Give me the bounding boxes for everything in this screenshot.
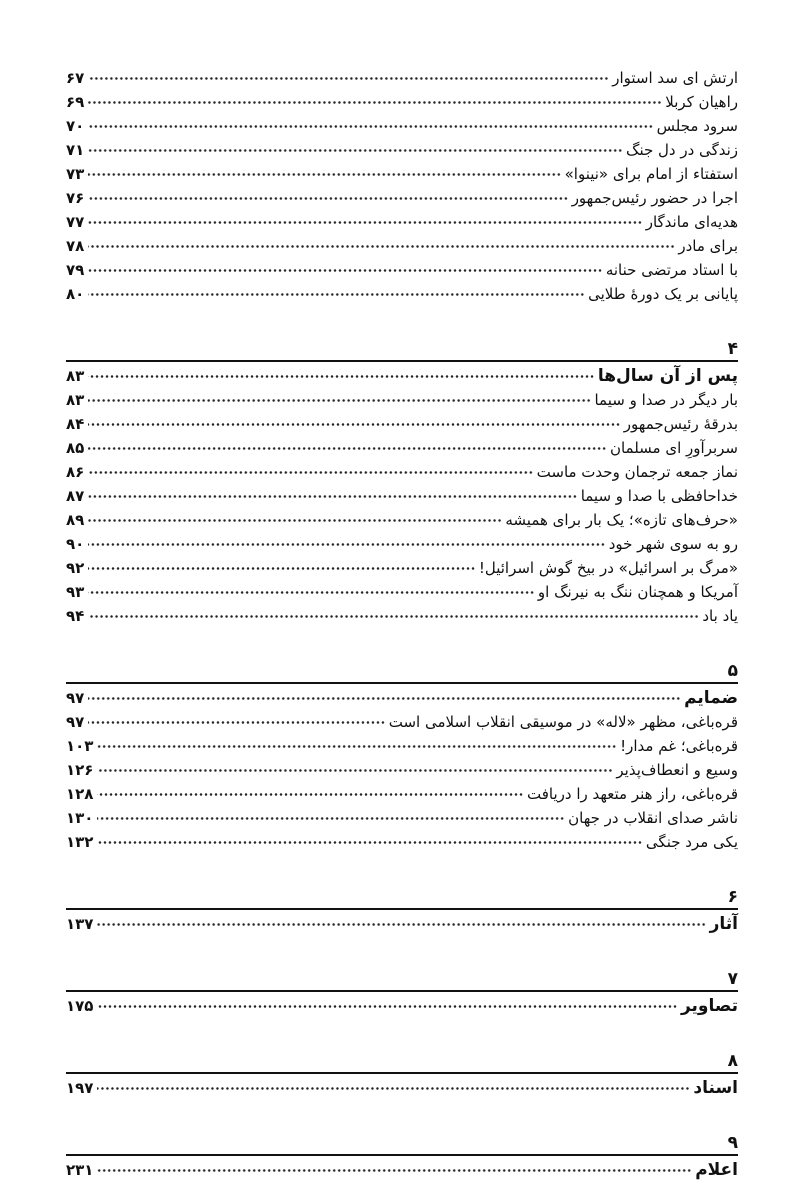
- toc-page-number: ۱۷۵: [66, 997, 94, 1015]
- dot-leader: [88, 215, 642, 229]
- toc-page-number: ۷۶: [66, 189, 85, 207]
- dot-leader: [88, 715, 385, 729]
- dot-leader: [97, 763, 613, 777]
- toc-page-number: ۱۲۶: [66, 761, 94, 779]
- toc-entry[interactable]: [66, 530, 738, 554]
- toc-chapter-title-row[interactable]: [66, 992, 738, 1016]
- dot-leader: [97, 739, 617, 753]
- dot-leader: [97, 1163, 692, 1177]
- chapter-number: ۷: [66, 968, 738, 992]
- toc-page-number: ۹۳: [66, 583, 85, 601]
- toc-page-number: ۸۷: [66, 487, 85, 505]
- toc-entry[interactable]: [66, 732, 738, 756]
- toc-entry[interactable]: [66, 136, 738, 160]
- dot-leader: [88, 239, 675, 253]
- section-spacer: [66, 626, 738, 660]
- toc-entry-title: نماز جمعه ترجمان وحدت ماست: [536, 463, 738, 481]
- dot-leader: [97, 999, 677, 1013]
- dot-leader: [88, 489, 577, 503]
- toc-entry[interactable]: [66, 410, 738, 434]
- toc-page-number: ۷۹: [66, 261, 85, 279]
- dot-leader: [88, 167, 561, 181]
- dot-leader: [88, 287, 585, 301]
- toc-entry-title: آمریکا و همچنان ننگ به نیرنگ او: [537, 583, 738, 601]
- section-spacer: [66, 1098, 738, 1132]
- toc-entry[interactable]: [66, 602, 738, 626]
- toc-entry-title: بار دیگر در صدا و سیما: [594, 391, 738, 409]
- toc-page-number: ۷۳: [66, 165, 85, 183]
- chapter-number: ۵: [66, 660, 738, 684]
- toc-page-number: ۸۰: [66, 285, 85, 303]
- toc-entry-title: سرود مجلس: [656, 117, 738, 135]
- toc-page-number: ۹۲: [66, 559, 85, 577]
- toc-entry-title: زندگی در دل جنگ: [626, 141, 738, 159]
- dot-leader: [88, 143, 623, 157]
- toc-entry-title: «مرگ بر اسرائیل» در بیخ گوش اسرائیل!: [478, 559, 738, 577]
- toc-entry-title: ناشر صدای انقلاب در جهان: [568, 809, 738, 827]
- toc-page-number: ۶۷: [66, 69, 85, 87]
- dot-leader: [88, 393, 591, 407]
- toc-entry[interactable]: [66, 482, 738, 506]
- dot-leader: [88, 71, 609, 85]
- toc-entry-title: وسیع و انعطاف‌پذیر: [616, 761, 738, 779]
- toc-entry-title: یکی مرد جنگی: [645, 833, 738, 851]
- toc-entry[interactable]: [66, 280, 738, 304]
- chapter-number: ۹: [66, 1132, 738, 1156]
- dot-leader: [88, 561, 476, 575]
- toc-page-number: ۹۴: [66, 607, 85, 625]
- dot-leader: [88, 537, 605, 551]
- toc-entry[interactable]: [66, 828, 738, 852]
- toc-entry-title: پس از آن سال‌ها: [597, 366, 738, 386]
- toc-chapter-title-row[interactable]: [66, 362, 738, 386]
- dot-leader: [88, 263, 603, 277]
- dot-leader: [97, 787, 524, 801]
- toc-entry[interactable]: [66, 804, 738, 828]
- toc-entry[interactable]: [66, 64, 738, 88]
- toc-entry-title: تصاویر: [680, 996, 738, 1016]
- dot-leader: [88, 585, 535, 599]
- toc-page-number: ۷۱: [66, 141, 85, 159]
- toc-entry[interactable]: [66, 386, 738, 410]
- toc-page-number: ۱۲۸: [66, 785, 94, 803]
- dot-leader: [97, 835, 642, 849]
- toc-entry[interactable]: [66, 232, 738, 256]
- toc-entry-title: آثار: [709, 914, 738, 934]
- dot-leader: [88, 191, 568, 205]
- toc-page-number: ۹۷: [66, 689, 85, 707]
- dot-leader: [88, 369, 595, 383]
- toc-entry-title: اعلام: [695, 1160, 738, 1180]
- toc-entry[interactable]: [66, 554, 738, 578]
- toc-entry-title: قره‌باغی، مظهر «لاله» در موسیقی انقلاب اسلامی است: [388, 713, 738, 731]
- toc-chapter-title-row[interactable]: [66, 684, 738, 708]
- toc-entry-title: قره‌باغی؛ غم مدار!: [620, 737, 738, 755]
- dot-leader: [88, 441, 607, 455]
- toc-entry-title: بدرقۀ رئیس‌جمهور: [623, 415, 738, 433]
- toc-chapter-title-row[interactable]: [66, 1074, 738, 1098]
- section-spacer: [66, 934, 738, 968]
- dot-leader: [97, 1081, 690, 1095]
- toc-entry-title: «حرف‌های تازه»؛ یک بار برای همیشه: [505, 511, 738, 529]
- toc-page-number: ۲۳۱: [66, 1161, 94, 1179]
- toc-entry-title: رو به سوی شهر خود: [608, 535, 738, 553]
- toc-page-number: ۸۳: [66, 391, 85, 409]
- toc-page-number: ۸۹: [66, 511, 85, 529]
- toc-chapter-title-row[interactable]: [66, 1156, 738, 1180]
- toc-page-number: ۸۳: [66, 367, 85, 385]
- toc-entry-title: هدیه‌ای ماندگار: [645, 213, 738, 231]
- chapter-number: ۴: [66, 338, 738, 362]
- toc-entry-title: برای مادر: [678, 237, 738, 255]
- dot-leader: [88, 465, 533, 479]
- section-spacer: [66, 304, 738, 338]
- toc-entry[interactable]: [66, 458, 738, 482]
- toc-page-number: ۱۳۷: [66, 915, 94, 933]
- toc-entry[interactable]: [66, 88, 738, 112]
- toc-entry-title: قره‌باغی، راز هنر متعهد را دریافت: [526, 785, 738, 803]
- toc-entry[interactable]: [66, 578, 738, 602]
- toc-page-number: ۱۰۳: [66, 737, 94, 755]
- toc-entry-title: پایانی بر یک دورۀ طلایی: [588, 285, 738, 303]
- toc-entry[interactable]: [66, 184, 738, 208]
- toc-entry[interactable]: [66, 506, 738, 530]
- table-of-contents: [66, 64, 738, 1180]
- toc-entry[interactable]: [66, 208, 738, 232]
- toc-page-number: ۱۹۷: [66, 1079, 94, 1097]
- toc-entry[interactable]: [66, 434, 738, 458]
- dot-leader: [97, 917, 706, 931]
- toc-page-number: ۱۳۰: [66, 809, 94, 827]
- toc-page-number: ۷۸: [66, 237, 85, 255]
- toc-page-number: ۷۰: [66, 117, 85, 135]
- dot-leader: [88, 513, 502, 527]
- toc-page-number: ۶۹: [66, 93, 85, 111]
- toc-entry[interactable]: [66, 780, 738, 804]
- toc-entry-title: یاد باد: [702, 607, 738, 625]
- dot-leader: [88, 119, 653, 133]
- toc-page-number: ۹۷: [66, 713, 85, 731]
- dot-leader: [88, 417, 620, 431]
- toc-entry-title: اجرا در حضور رئیس‌جمهور: [571, 189, 738, 207]
- dot-leader: [88, 691, 681, 705]
- toc-page-number: ۱۳۲: [66, 833, 94, 851]
- section-spacer: [66, 1016, 738, 1050]
- toc-entry-title: ضمایم: [684, 688, 738, 708]
- toc-entry[interactable]: [66, 756, 738, 780]
- dot-leader: [97, 811, 565, 825]
- toc-page-number: ۸۶: [66, 463, 85, 481]
- toc-entry-title: ارتش ای سد استوار: [612, 69, 738, 87]
- toc-page-number: ۹۰: [66, 535, 85, 553]
- toc-page-number: ۸۴: [66, 415, 85, 433]
- toc-entry-title: اسناد: [693, 1078, 738, 1098]
- toc-entry[interactable]: [66, 708, 738, 732]
- toc-entry-title: راهیان کربلا: [665, 93, 738, 111]
- toc-entry[interactable]: [66, 112, 738, 136]
- toc-entry-title: خداحافظی با صدا و سیما: [580, 487, 738, 505]
- toc-entry-title: سربرآورِ ای مسلمان: [609, 439, 738, 457]
- section-spacer: [66, 852, 738, 886]
- dot-leader: [88, 95, 662, 109]
- toc-entry[interactable]: [66, 256, 738, 280]
- dot-leader: [88, 609, 699, 623]
- toc-chapter-title-row[interactable]: [66, 910, 738, 934]
- toc-entry[interactable]: [66, 160, 738, 184]
- chapter-number: ۶: [66, 886, 738, 910]
- chapter-number: ۸: [66, 1050, 738, 1074]
- toc-entry-title: استفتاء از امام برای «نینوا»: [564, 165, 738, 183]
- toc-page-number: ۸۵: [66, 439, 85, 457]
- toc-entry-title: با استاد مرتضی حنانه: [605, 261, 738, 279]
- toc-page-number: ۷۷: [66, 213, 85, 231]
